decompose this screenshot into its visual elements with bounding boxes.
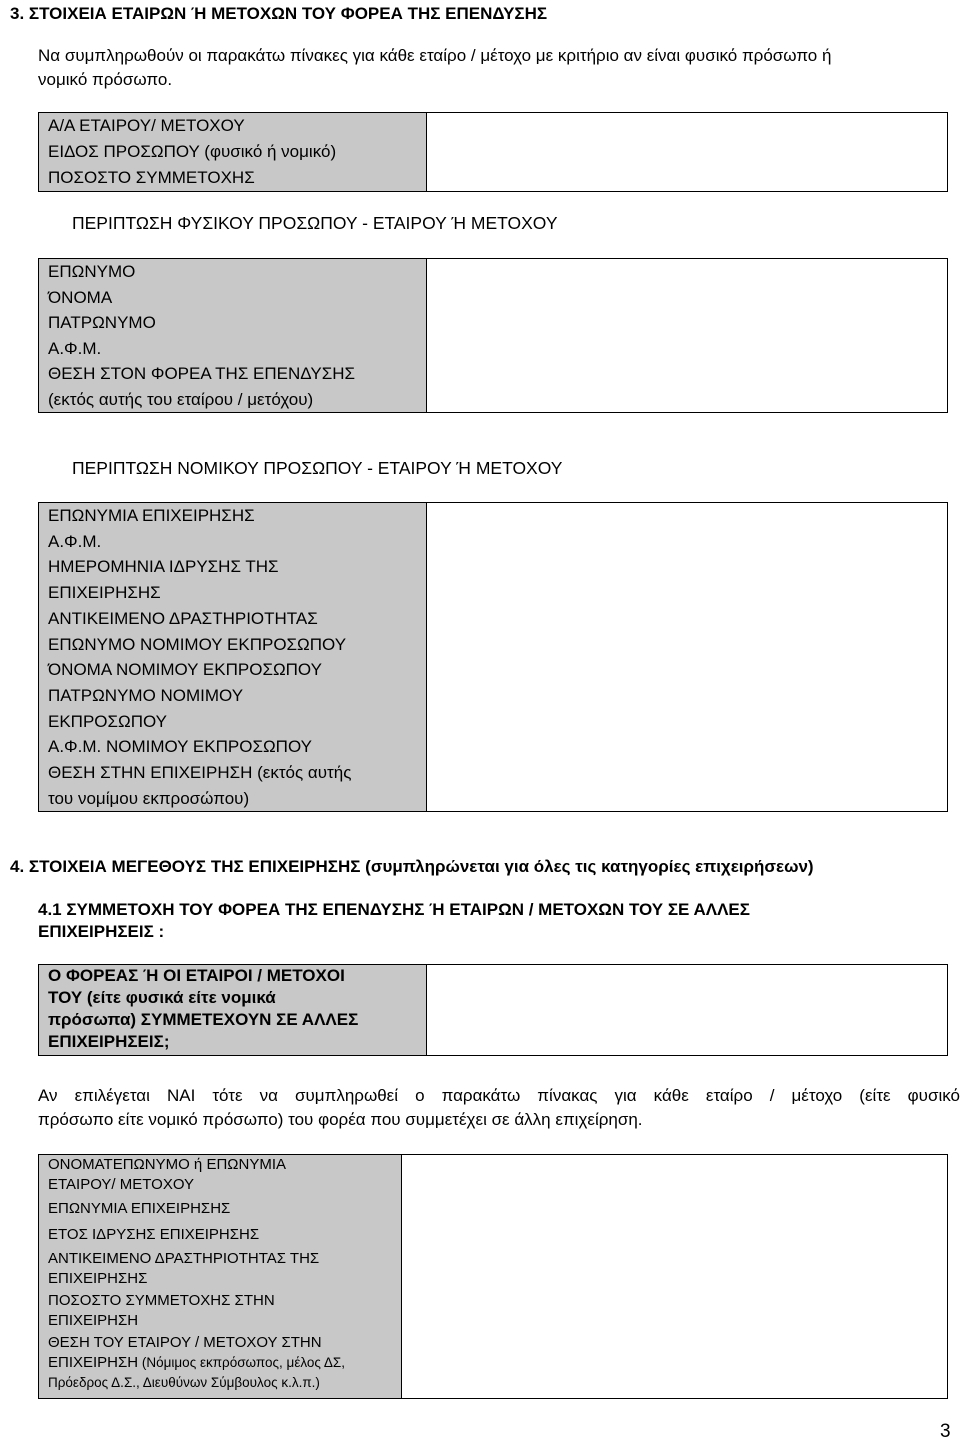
participation-question-line-2: ΤΟΥ (είτε φυσικά είτε νομικά <box>48 988 276 1007</box>
rep-surname-label: ΕΠΩΝΥΜΟ ΝΟΜΙΜΟΥ ΕΚΠΡΟΣΩΠΟΥ <box>48 634 347 654</box>
other-company-activity-label: ΑΝΤΙΚΕΙΜΕΝΟ ΔΡΑΣΤΗΡΙΟΤΗΤΑΣ ΤΗΣ <box>48 1250 320 1267</box>
participation-question-labels <box>39 965 427 1056</box>
surname-label: ΕΠΩΝΥΜΟ <box>48 262 136 281</box>
instruction-line-2: πρόσωπο είτε νομικό πρόσωπο) του φορέα που συμμετέχει σε άλλη επιχείρηση. <box>38 1110 643 1129</box>
partner-general-labels <box>39 113 427 192</box>
company-position-label-cont: του νομίμου εκπροσώπου) <box>48 788 250 808</box>
partner-name-label-cont: ΕΤΑΙΡΟΥ/ ΜΕΤΟΧΟΥ <box>48 1176 195 1193</box>
other-business-labels <box>39 1155 402 1399</box>
other-company-position-label: ΘΕΣΗ ΤΟΥ ΕΤΑΙΡΟΥ / ΜΕΤΟΧΟΥ ΣΤΗΝ <box>48 1334 322 1351</box>
participation-percent-label: ΠΟΣΟΣΤΟ ΣΥΜΜΕΤΟΧΗΣ <box>48 168 255 187</box>
partner-general-table <box>38 112 948 192</box>
other-company-position-examples-cont: Πρόεδρος Δ.Σ., Διευθύνων Σύμβουλος κ.λ.π.) <box>48 1375 320 1390</box>
section-3-heading: 3. ΣΤΟΙΧΕΙΑ ΕΤΑΙΡΩΝ Ή ΜΕΤΟΧΩΝ ΤΟΥ ΦΟΡΕΑ ΤΗΣ ΕΠΕΝΔΥΣΗΣ <box>10 4 548 23</box>
company-position-label: ΘΕΣΗ ΣΤΗΝ ΕΠΙΧΕΙΡΗΣΗ (εκτός αυτής <box>48 763 352 783</box>
natural-person-value-field[interactable] <box>427 259 948 413</box>
participation-question-line-4: ΕΠΙΧΕΙΡΗΣΕΙΣ; <box>48 1032 170 1051</box>
participation-answer-field[interactable] <box>427 965 948 1056</box>
instruction-line-1: Αν επιλέγεται ΝΑΙ τότε να συμπληρωθεί ο παρακάτω πίνακας για κάθε εταίρο / μέτοχο (είτε φυσικό <box>38 1086 960 1105</box>
section-3-intro-line-1: Να συμπληρωθούν οι παρακάτω πίνακες για κάθε εταίρο / μέτοχο με κριτήριο αν είναι φυσικό πρόσωπο ή <box>38 46 832 65</box>
legal-person-table <box>38 502 948 812</box>
natural-person-table <box>38 258 948 413</box>
other-company-position-word: ΕΠΙΧΕΙΡΗΣΗ <box>48 1354 139 1371</box>
section-4-1-heading-line-1: 4.1 ΣΥΜΜΕΤΟΧΗ ΤΟΥ ΦΟΡΕΑ ΤΗΣ ΕΠΕΝΔΥΣΗΣ Ή ΕΤΑΙΡΩΝ / ΜΕΤΟΧΩΝ ΤΟΥ ΣΕ ΑΛΛΕΣ <box>38 900 750 919</box>
partner-name-label: ΟΝΟΜΑΤΕΠΩΝΥΜΟ ή ΕΠΩΝΥΜΙΑ <box>48 1156 287 1173</box>
legal-person-labels <box>39 503 427 812</box>
section-3-intro-line-2: νομικό πρόσωπο. <box>38 70 173 89</box>
first-name-label: ΌΝΟΜΑ <box>48 287 113 307</box>
other-company-year-label: ΕΤΟΣ ΙΔΡΥΣΗΣ ΕΠΙΧΕΙΡΗΣΗΣ <box>48 1226 260 1243</box>
person-type-label: ΕΙΔΟΣ ΠΡΟΣΩΠΟΥ (φυσικό ή νομικό) <box>48 142 337 161</box>
other-company-name-label: ΕΠΩΝΥΜΙΑ ΕΠΙΧΕΙΡΗΣΗΣ <box>48 1200 231 1217</box>
tax-id-label: Α.Φ.Μ. <box>48 338 102 358</box>
natural-person-title: ΠΕΡΙΠΤΩΣΗ ΦΥΣΙΚΟΥ ΠΡΟΣΩΠΟΥ - ΕΤΑΙΡΟΥ Ή ΜΕΤΟΧΟΥ <box>72 213 558 233</box>
page-number: 3 <box>940 1421 951 1442</box>
partner-number-label: Α/Α ΕΤΑΙΡΟΥ/ ΜΕΤΟΧΟΥ <box>48 116 245 135</box>
company-name-label: ΕΠΩΝΥΜΙΑ ΕΠΙΧΕΙΡΗΣΗΣ <box>48 506 255 525</box>
participation-question-table <box>38 964 948 1056</box>
other-company-percent-label-cont: ΕΠΙΧΕΙΡΗΣΗ <box>48 1312 139 1329</box>
partner-general-value-field[interactable] <box>427 113 948 192</box>
other-company-percent-label: ΠΟΣΟΣΤΟ ΣΥΜΜΕΤΟΧΗΣ ΣΤΗΝ <box>48 1292 275 1309</box>
position-note-label: (εκτός αυτής του εταίρου / μετόχου) <box>48 389 314 409</box>
activity-label: ΑΝΤΙΚΕΙΜΕΝΟ ΔΡΑΣΤΗΡΙΟΤΗΤΑΣ <box>48 608 318 628</box>
other-company-activity-label-cont: ΕΠΙΧΕΙΡΗΣΗΣ <box>48 1270 148 1287</box>
other-business-value-field[interactable] <box>402 1155 948 1399</box>
rep-first-name-label: ΌΝΟΜΑ ΝΟΜΙΜΟΥ ΕΚΠΡΟΣΩΠΟΥ <box>48 660 322 680</box>
section-4-1-heading-line-2: ΕΠΙΧΕΙΡΗΣΕΙΣ : <box>38 922 165 941</box>
natural-person-labels <box>39 259 427 413</box>
participation-question-line-1: Ο ΦΟΡΕΑΣ Ή ΟΙ ΕΤΑΙΡΟΙ / ΜΕΤΟΧΟΙ <box>48 966 345 985</box>
rep-father-name-label-cont: ΕΚΠΡΟΣΩΠΟΥ <box>48 711 168 731</box>
participation-question-line-3: πρόσωπα) ΣΥΜΜΕΤΕΧΟΥΝ ΣΕ ΑΛΛΕΣ <box>48 1010 359 1029</box>
legal-person-value-field[interactable] <box>427 503 948 812</box>
legal-person-title: ΠΕΡΙΠΤΩΣΗ ΝΟΜΙΚΟΥ ΠΡΟΣΩΠΟΥ - ΕΤΑΙΡΟΥ Ή ΜΕΤΟΧΟΥ <box>72 458 563 478</box>
founding-date-label-cont: ΕΠΙΧΕΙΡΗΣΗΣ <box>48 583 161 603</box>
other-business-table <box>38 1154 948 1399</box>
founding-date-label: ΗΜΕΡΟΜΗΝΙΑ ΙΔΡΥΣΗΣ ΤΗΣ <box>48 557 279 577</box>
rep-tax-id-label: Α.Φ.Μ. ΝΟΜΙΜΟΥ ΕΚΠΡΟΣΩΠΟΥ <box>48 737 312 757</box>
rep-father-name-label: ΠΑΤΡΩΝΥΜΟ ΝΟΜΙΜΟΥ <box>48 685 244 705</box>
father-name-label: ΠΑΤΡΩΝΥΜΟ <box>48 313 156 332</box>
position-label: ΘΕΣΗ ΣΤΟΝ ΦΟΡΕΑ ΤΗΣ ΕΠΕΝΔΥΣΗΣ <box>48 364 356 383</box>
other-company-position-label-cont <box>39 1353 401 1373</box>
section-4-heading: 4. ΣΤΟΙΧΕΙΑ ΜΕΓΕΘΟΥΣ ΤΗΣ ΕΠΙΧΕΙΡΗΣΗΣ (συμπληρώνεται για όλες τις κατηγορίες επιχειρήσεων) <box>10 857 814 876</box>
company-tax-id-label: Α.Φ.Μ. <box>48 531 102 551</box>
other-company-position-examples: (Νόμιμος εκπρόσωπος, μέλος ΔΣ, <box>138 1355 346 1370</box>
